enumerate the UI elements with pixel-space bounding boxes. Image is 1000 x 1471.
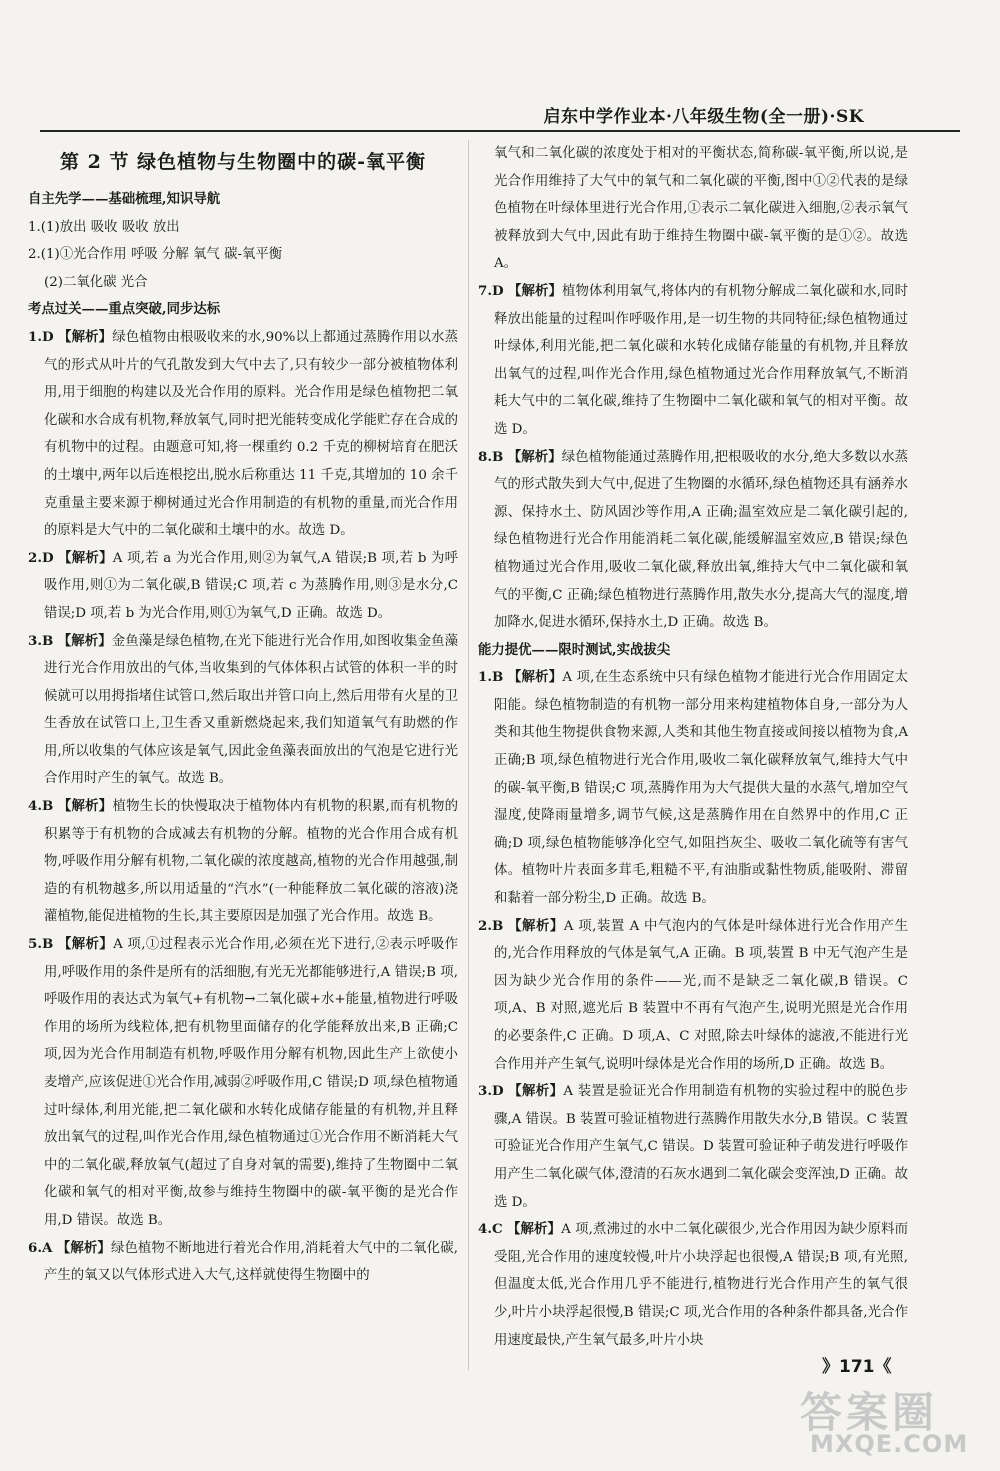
- question-number: 7.D: [478, 282, 504, 299]
- question-number: 5.B: [28, 936, 54, 953]
- analysis-tag: 【解析】: [56, 1239, 111, 1256]
- question-text: 绿色植物不断地进行着光合作用,消耗着大气中的二氧化碳,产生的氧又以气体形式进入大气,这样就使得生物圈中的: [44, 1240, 459, 1284]
- question-number: 6.A: [28, 1239, 53, 1256]
- question-number: 1.D: [28, 328, 54, 345]
- question-5: [28, 931, 458, 1235]
- header-title: 启东中学作业本·八年级生物(全一册)·SK: [543, 107, 864, 127]
- question-3: [28, 628, 458, 794]
- question-number: 2.D: [28, 549, 54, 566]
- watermark-logo: [800, 1380, 990, 1465]
- analysis-tag: 【解析】: [508, 917, 564, 934]
- subheading-pre-study: 自主先学——基础梳理,知识导航: [28, 191, 221, 207]
- practice-3: [478, 1078, 908, 1216]
- answer-2b: (2)二氧化碳 光合: [44, 274, 148, 290]
- practice-1: [478, 664, 908, 912]
- analysis-tag: 【解析】: [507, 669, 563, 686]
- question-text: 绿色植物能通过蒸腾作用,把根吸收的水分,绝大多数以水蒸气的形式散失到大气中,促进了生物圈的水循环,绿色植物还具有涵养水源、保持水土、防风固沙等作用,A 正确;温室效应是二氧化碳引起的,绿色植物进行光合作用能消耗二氧化碳,能缓解温室效应,B 错误;绿色植物通过光合作用,吸收二氧化碳,释放出氧,维持大气中二氧化碳和氧气的平衡,C 正确;绿色植物进行蒸腾作用,散失水分,提高大气的湿度,增加降水,促进水循环,保持水土,D 正确。故选 B。: [494, 449, 908, 631]
- page-number: 》171《: [822, 1357, 892, 1377]
- question-text: 金鱼藻是绿色植物,在光下能进行光合作用,如图收集金鱼藻进行光合作用放出的气体,当收集到的气体体积占试管的体积一半的时候就可以用拇指堵住试管口,然后取出并管口向上,然后用带有火星的卫生香放在试管口上,卫生香又重新燃烧起来,我们知道氧气有助燃的作用,所以收集的气体应该是氧气,因此金鱼藻表面放出的气泡是它进行光合作用时产生的氧气。故选 B。: [44, 633, 458, 787]
- answer-2: 2.(1)①光合作用 呼吸 分解 氧气 碳-氧平衡: [28, 247, 283, 263]
- question-text: A 项,在生态系统中只有绿色植物才能进行光合作用固定太阳能。绿色植物制造的有机物一部分用来构建植物体自身,一部分为人类和其他生物提供食物来源,人类和其他生物直接或间接以植物为食,A 正确;B 项,绿色植物进行光合作用,吸收二氧化碳释放氧气,维持大气中的碳-氧平衡,B 错误;C 项,蒸腾作用为大气提供大量的水蒸气,增加空气湿度,使降雨量增多,调节气候,这是蒸腾作用在自然界中的作用,C 正确;D 项,绿色植物能够净化空气,如阻挡灰尘、吸收二氧化硫等有害气体。植物叶片表面多茸毛,粗糙不平,有油脂或黏性物质,能吸附、滞留和黏着一部分粉尘,D 正确。故选 B。: [494, 670, 908, 907]
- question-text: A 项,装置 A 中气泡内的气体是叶绿体进行光合作用产生的,光合作用释放的气体是氧气,A 正确。B 项,装置 B 中无气泡产生是因为缺少光合作用的条件——光,而不是缺乏二氧化碳,B 错误。C 项,A、B 对照,遮光后 B 装置中不再有气泡产生,说明光照是光合作用的必要条件,C 正确。D 项,A、C 对照,除去叶绿体的滤液,不能进行光合作用并产生氧气,说明叶绿体是光合作用的场所,D 正确。故选 B。: [494, 918, 908, 1072]
- watermark-text: 答案圈: [800, 1388, 939, 1437]
- question-6-continued: 氧气和二氧化碳的浓度处于相对的平衡状态,简称碳-氧平衡,所以说,是光合作用维持了大气中的氧气和二氧化碳的平衡,图中①②代表的是绿色植物在叶绿体里进行光合作用,①表示二氧化碳进入细胞,②表示氧气被释放到大气中,因此有助于维持生物圈中碳-氧平衡的是①②。故选 A。: [494, 146, 908, 272]
- practice-4: [478, 1216, 908, 1354]
- column-divider: [468, 140, 469, 1370]
- left-column: [28, 140, 458, 1290]
- analysis-tag: 【解析】: [57, 632, 112, 649]
- analysis-tag: 【解析】: [507, 282, 562, 299]
- analysis-tag: 【解析】: [57, 936, 114, 953]
- page-header: [40, 100, 960, 132]
- practice-2: [478, 913, 908, 1079]
- question-8: [478, 444, 908, 637]
- analysis-tag: 【解析】: [508, 1083, 564, 1100]
- question-number: 2.B: [478, 917, 504, 934]
- question-number: 4.B: [28, 798, 54, 815]
- question-text: A 装置是验证光合作用制造有机物的实验过程中的脱色步骤,A 错误。B 装置可验证植物进行蒸腾作用散失水分,B 错误。C 装置可验证光合作用产生氧气,C 错误。D 装置可验证种子萌发进行呼吸作用产生二氧化碳气体,澄清的石灰水遇到二氧化碳会变浑浊,D 正确。故选 D。: [494, 1084, 908, 1210]
- question-4: [28, 793, 458, 931]
- question-1: [28, 324, 458, 545]
- question-text: 植物生长的快慢取决于植物体内有机物的积累,而有机物的积累等于有机物的合成减去有机物的分解。植物的光合作用合成有机物,呼吸作用分解有机物,二氧化碳的浓度越高,植物的光合作用越强,制造的有机物越多,所以用适量的“汽水”(一种能释放二氧化碳的溶液)浇灌植物,能促进植物的生长,其主要原因是加强了光合作用。故选 B。: [44, 799, 458, 925]
- question-number: 8.B: [478, 448, 504, 465]
- question-number: 1.B: [478, 669, 504, 686]
- question-text: A 项,若 a 为光合作用,则②为氧气,A 错误;B 项,若 b 为呼吸作用,则①为二氧化碳,B 错误;C 项,若 c 为蒸腾作用,则③是水分,C 错误;D 项,若 b 为光合作用,则①为氧气,D 正确。故选 D。: [44, 550, 458, 621]
- subheading-ability: 能力提优——限时测试,实战拔尖: [478, 641, 671, 658]
- question-text: 植物体利用氧气,将体内的有机物分解成二氧化碳和水,同时释放出能量的过程叫作呼吸作用,是一切生物的共同特征;绿色植物通过叶绿体,利用光能,把二氧化碳和水转化成储存能量的有机物,并且释放出氧气的过程,叫作光合作用,绿色植物通过光合作用释放氧气,不断消耗大气中的二氧化碳,维持了生物圈中二氧化碳和氧气的相对平衡。故选 D。: [494, 283, 909, 437]
- subheading-checkpoint: 考点过关——重点突破,同步达标: [28, 301, 221, 318]
- question-text: A 项,①过程表示光合作用,必须在光下进行,②表示呼吸作用,呼吸作用的条件是所有的活细胞,有光无光都能够进行,A 错误;B 项,呼吸作用的表达式为氧气+有机物→二氧化碳+水+能量,植物进行呼吸作用的场所为线粒体,把有机物里面储存的化学能释放出来,B 正确;C 项,因为光合作用制造有机物,呼吸作用分解有机物,因此生产上欲使小麦增产,应该促进①光合作用,减弱②呼吸作用,C 错误;D 项,绿色植物通过叶绿体,利用光能,把二氧化碳和水转化成储存能量的有机物,并且释放出氧气的过程,叫作光合作用,绿色植物通过①光合作用不断消耗大气中的二氧化碳,释放氧气(超过了自身对氧的需要),维持了生物圈中二氧化碳和氧气的相对平衡,故参与维持生物圈中的碳-氧平衡的是光合作用,D 错误。故选 B。: [44, 937, 458, 1228]
- analysis-tag: 【解析】: [58, 328, 113, 345]
- question-text: 绿色植物由根吸收来的水,90%以上都通过蒸腾作用以水蒸气的形式从叶片的气孔散发到大气中去了,只有较少一部分被植物体利用,用于细胞的构建以及光合作用的原料。光合作用是绿色植物把二氧化碳和水合成有机物,释放氧气,同时把光能转变成化学能贮存在合成的有机物中的过程。由题意可知,将一棵重约 0.2 千克的柳树培育在肥沃的土壤中,两年以后连根挖出,脱水后称重达 11 千克,其增加的 10 余千克重量主要来源于柳树通过光合作用制造的有机物的重量,而光合作用的原料是大气中的二氧化碳和土壤中的水。故选 D。: [44, 329, 458, 539]
- analysis-tag: 【解析】: [507, 1221, 562, 1238]
- question-2: [28, 545, 458, 628]
- question-number: 3.D: [478, 1083, 504, 1100]
- analysis-tag: 【解析】: [507, 448, 562, 465]
- question-7: [478, 278, 908, 444]
- question-text: A 项,煮沸过的水中二氧化碳很少,光合作用因为缺少原料而受阻,光合作用的速度较慢,叶片小块浮起也很慢,A 错误;B 项,有光照,但温度太低,光合作用几乎不能进行,植物进行光合作用产生的氧气很少,叶片小块浮起很慢,B 错误;C 项,光合作用的各种条件都具备,光合作用速度最快,产生氧气最多,叶片小块: [494, 1222, 908, 1348]
- section-title: 第 2 节 绿色植物与生物圈中的碳-氧平衡: [60, 151, 426, 173]
- question-number: 3.B: [28, 632, 54, 649]
- analysis-tag: 【解析】: [57, 798, 113, 815]
- question-number: 4.C: [478, 1221, 503, 1238]
- right-column: [478, 140, 908, 1354]
- answer-1: 1.(1)放出 吸收 吸收 放出: [28, 219, 180, 235]
- question-6: [28, 1235, 458, 1290]
- analysis-tag: 【解析】: [58, 549, 113, 566]
- watermark-url: MXQE.COM: [810, 1430, 969, 1458]
